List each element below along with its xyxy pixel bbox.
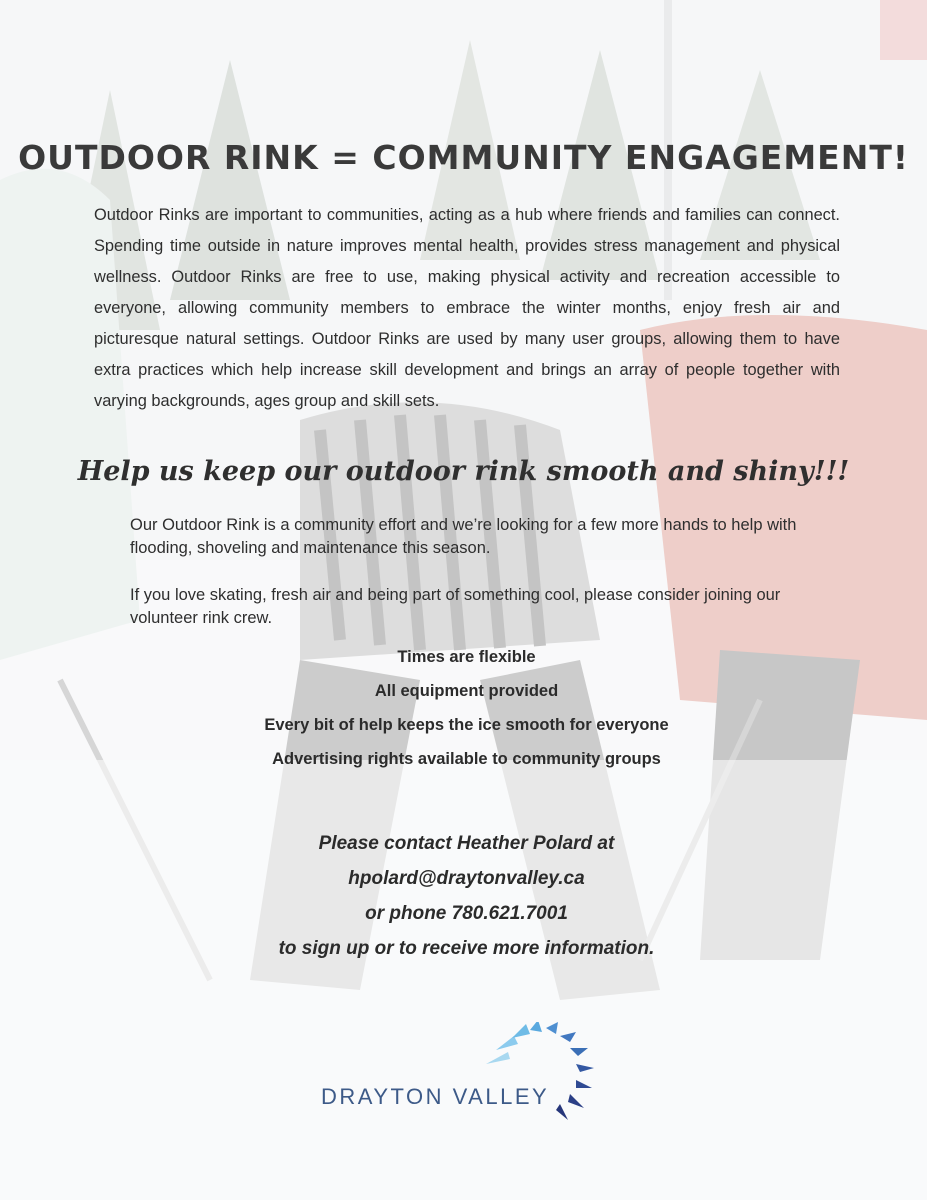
intro-paragraph: Outdoor Rinks are important to communities, acting as a hub where friends and families can connect. Spending time outside in nature improves mental health, provides stress management and physical wellness. Outdoor Rinks are free to use, making physical activity and recreation accessible to everyone, allowing community members to embrace the winter months, enjoy fresh air and picturesque natural settings. Outdoor Rinks are used by many user groups, allowing them to have extra practices which help increase skill development and brings an array of people together with varying backgrounds, ages group and skill sets. <box>94 206 840 410</box>
list-item: Every bit of help keeps the ice smooth for everyone <box>264 716 669 734</box>
drayton-valley-logo <box>318 1022 608 1122</box>
headline: OUTDOOR RINK = COMMUNITY ENGAGEMENT! <box>18 138 909 177</box>
contact-line: to sign up or to receive more information. <box>278 938 655 959</box>
benefits-list <box>0 640 927 776</box>
subheading: Help us keep our outdoor rink smooth and shiny!!! <box>77 456 850 487</box>
logo-text: DRAYTON VALLEY <box>321 1084 550 1109</box>
list-item: Advertising rights available to community groups <box>272 750 661 768</box>
contact-email[interactable]: hpolard@draytonvalley.ca <box>348 868 585 889</box>
invite-paragraph: If you love skating, fresh air and being part of something cool, please consider joining our volunteer rink crew. <box>130 586 781 627</box>
volunteer-paragraph: Our Outdoor Rink is a community effort and we’re looking for a few more hands to help with flooding, shoveling and maintenance this season. <box>130 516 797 557</box>
contact-phone[interactable]: or phone 780.621.7001 <box>365 903 568 924</box>
contact-line: Please contact Heather Polard at <box>318 833 615 854</box>
list-item: All equipment provided <box>374 682 559 700</box>
list-item: Times are flexible <box>397 648 536 666</box>
contact-block <box>0 826 927 966</box>
